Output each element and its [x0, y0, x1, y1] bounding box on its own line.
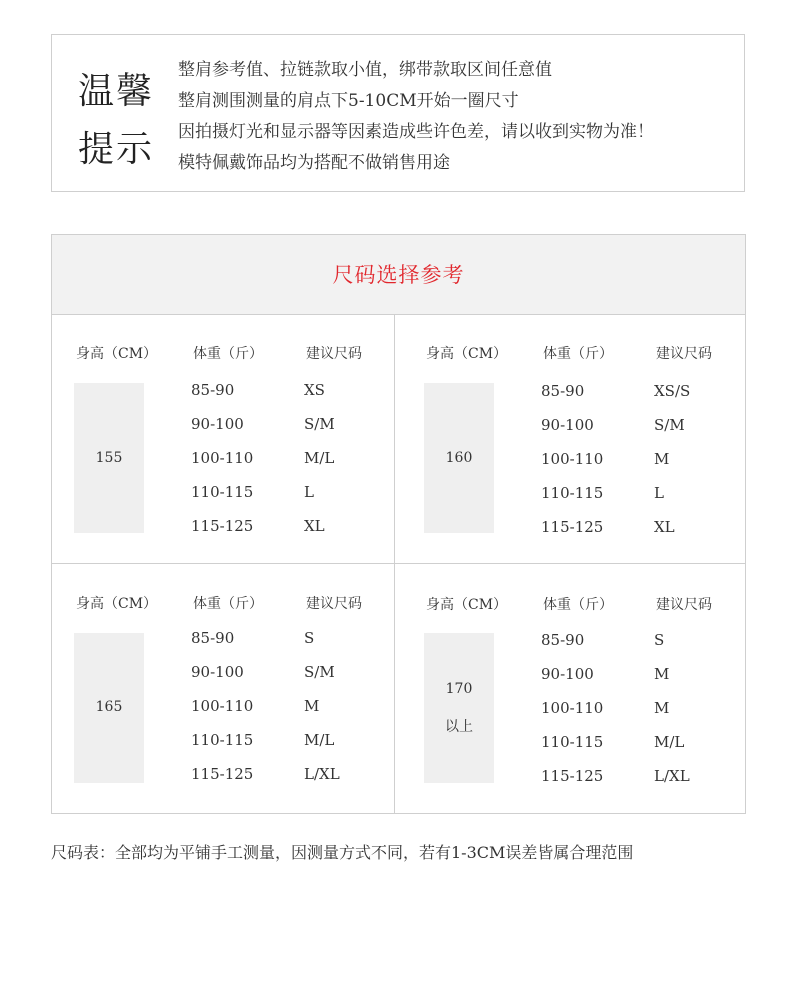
size-table-header [52, 235, 745, 315]
size-reference-table [51, 234, 746, 814]
weight-value: 85-90 [191, 629, 235, 647]
weight-value: 110-115 [541, 733, 604, 751]
tips-lines [178, 55, 654, 179]
tips-box [51, 34, 745, 192]
height-value: 170 [445, 681, 473, 697]
tips-title [78, 63, 158, 179]
height-column-header: 身高（CM） [426, 597, 508, 613]
size-table-footnote: 尺码表：全部均为平铺手工测量，因测量方式不同，若有1-3CM误差皆属合理范围 [51, 843, 634, 862]
height-value-suffix: 以上 [445, 719, 473, 735]
height-column-header: 身高（CM） [426, 346, 508, 362]
size-value: L [304, 483, 314, 501]
weight-value: 100-110 [191, 697, 254, 715]
size-value: M/L [304, 731, 335, 749]
weight-value: 85-90 [541, 382, 585, 400]
height-cell [424, 383, 494, 533]
size-column-header: 建议尺码 [656, 346, 712, 362]
weight-value: 110-115 [191, 483, 254, 501]
size-column-header: 建议尺码 [306, 346, 362, 362]
height-value: 160 [445, 450, 473, 466]
weight-value: 110-115 [191, 731, 254, 749]
height-column-header: 身高（CM） [76, 596, 158, 612]
size-value: XL [304, 517, 325, 535]
weight-value: 115-125 [541, 518, 604, 536]
size-quadrant [52, 565, 394, 813]
size-value: S/M [654, 416, 685, 434]
tips-title-line1: 温馨 [78, 71, 155, 112]
weight-value: 110-115 [541, 484, 604, 502]
size-value: S/M [304, 663, 335, 681]
weight-value: 100-110 [541, 699, 604, 717]
weight-value: 90-100 [191, 415, 244, 433]
tips-title-line2: 提示 [78, 129, 155, 170]
size-value: L [654, 484, 664, 502]
size-column-header: 建议尺码 [656, 597, 712, 613]
size-table-title: 尺码选择参考 [332, 263, 465, 287]
tips-line: 模特佩戴饰品均为搭配不做销售用途 [178, 153, 450, 173]
weight-value: 85-90 [541, 631, 585, 649]
size-value: M [654, 699, 670, 717]
size-value: M [304, 697, 320, 715]
weight-column-header: 体重（斤） [193, 596, 263, 612]
weight-value: 100-110 [541, 450, 604, 468]
weight-value: 85-90 [191, 381, 235, 399]
tips-line: 整肩测围测量的肩点下5-10CM开始一圈尺寸 [178, 91, 519, 111]
size-quadrant [52, 315, 394, 563]
weight-column-header: 体重（斤） [193, 346, 263, 362]
height-cell [74, 633, 144, 783]
size-value: L/XL [304, 765, 340, 783]
height-value: 155 [95, 450, 123, 466]
weight-column-header: 体重（斤） [543, 597, 613, 613]
height-column-header: 身高（CM） [76, 346, 158, 362]
size-value: S/M [304, 415, 335, 433]
size-column-header: 建议尺码 [306, 596, 362, 612]
height-cell [424, 633, 494, 783]
weight-value: 115-125 [541, 767, 604, 785]
divider-vertical [394, 315, 395, 813]
weight-value: 90-100 [541, 665, 594, 683]
height-cell [74, 383, 144, 533]
divider-horizontal [52, 563, 745, 564]
height-value: 165 [95, 699, 123, 715]
weight-value: 100-110 [191, 449, 254, 467]
size-value: M [654, 450, 670, 468]
size-value: S [304, 629, 315, 647]
weight-column-header: 体重（斤） [543, 346, 613, 362]
size-value: M [654, 665, 670, 683]
size-quadrant [402, 315, 744, 563]
weight-value: 115-125 [191, 517, 254, 535]
tips-line: 整肩参考值、拉链款取小值，绑带款取区间任意值 [178, 60, 552, 80]
tips-line: 因拍摄灯光和显示器等因素造成些许色差，请以收到实物为准！ [178, 122, 654, 142]
size-quadrant [402, 565, 744, 813]
weight-value: 115-125 [191, 765, 254, 783]
size-value: XS/S [654, 382, 691, 400]
weight-value: 90-100 [541, 416, 594, 434]
size-value: XS [304, 381, 325, 399]
size-value: L/XL [654, 767, 690, 785]
size-value: S [654, 631, 665, 649]
size-value: XL [654, 518, 675, 536]
size-value: M/L [654, 733, 685, 751]
weight-value: 90-100 [191, 663, 244, 681]
size-value: M/L [304, 449, 335, 467]
